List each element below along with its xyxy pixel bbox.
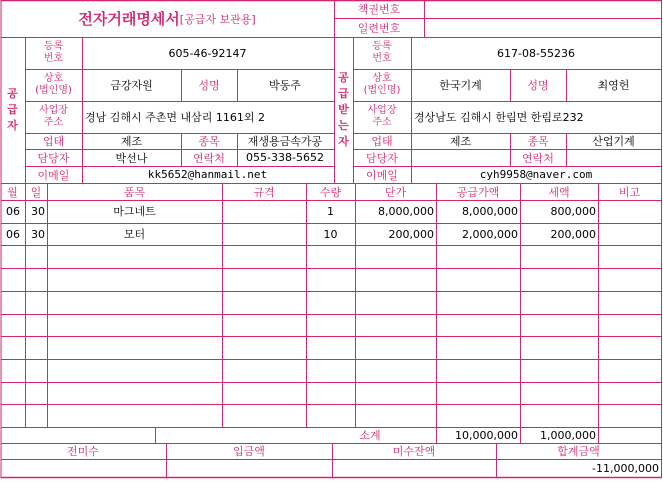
buyer-side-label: 공 급 받 는 자 [338, 71, 349, 148]
cell-supply-amount [436, 291, 520, 314]
document-subtitle: [공급자 보관용] [179, 12, 256, 26]
cell-item [47, 245, 222, 268]
cell-day: 30 [31, 204, 45, 218]
cell-unit-price [355, 314, 436, 337]
cell-spec [222, 359, 306, 382]
buyer-reg-no: 617-08-55236 [497, 46, 575, 60]
cell-note [598, 200, 661, 223]
header-item: 품목 [123, 185, 146, 199]
cell-supply-amount [436, 314, 520, 337]
supplier-biz-type: 제조 [120, 135, 143, 148]
buyer-name: 한국기계 [439, 79, 482, 92]
buyer-ceo-label: 성명 [527, 79, 549, 92]
cell-tax [520, 382, 598, 405]
cell-unit-price [355, 268, 436, 291]
book-no-value [424, 0, 661, 18]
cell-month [0, 314, 25, 337]
outstanding-label: 미수잔액 [392, 445, 436, 458]
cell-note [598, 382, 661, 405]
supplier-biz-item-label: 종목 [198, 135, 220, 148]
header-month: 월 [7, 185, 18, 199]
header-qty: 수량 [319, 185, 342, 199]
cell-day [25, 268, 47, 291]
cell-unit-price [355, 359, 436, 382]
cell-unit-price [355, 291, 436, 314]
cell-tax: 800,000 [550, 204, 596, 218]
buyer-biz-type: 제조 [449, 135, 472, 148]
cell-item: 마그네트 [113, 205, 156, 219]
subtotal-supply: 10,000,000 [455, 428, 518, 442]
cell-note [598, 223, 661, 246]
cell-day [25, 382, 47, 405]
cell-tax: 200,000 [550, 227, 596, 241]
cell-spec [222, 268, 306, 291]
cell-qty [306, 245, 355, 268]
cell-qty: 10 [323, 227, 338, 241]
document-title: 전자거래명세서 [78, 10, 180, 28]
supplier-contact: 055-338-5652 [246, 151, 324, 164]
cell-supply-amount [436, 268, 520, 291]
cell-item [47, 336, 222, 359]
cell-month: 06 [6, 204, 20, 218]
book-no-label: 책권번호 [357, 3, 401, 16]
cell-item [47, 382, 222, 405]
buyer-address: 경상남도 김해시 한림면 한림로232 [414, 111, 584, 124]
header-supply-amount: 공급가액 [456, 185, 500, 199]
cell-supply-amount: 2,000,000 [462, 227, 518, 241]
outstanding-value [332, 459, 496, 477]
cell-qty [306, 291, 355, 314]
cell-month [0, 245, 25, 268]
cell-unit-price [355, 245, 436, 268]
cell-qty [306, 314, 355, 337]
buyer-email-label: 이메일 [366, 168, 398, 182]
cell-day [25, 245, 47, 268]
cell-note [598, 336, 661, 359]
cell-unit-price [355, 382, 436, 405]
cell-spec [222, 223, 306, 246]
buyer-biz-item-label: 종목 [527, 135, 549, 148]
cell-supply-amount [436, 245, 520, 268]
supplier-email: kk5652@hanmail.net [147, 168, 268, 181]
subtotal-label: 소계 [359, 429, 381, 442]
buyer-reg-no-label: 등록 번호 [372, 41, 392, 64]
total-label: 합계금액 [557, 445, 600, 458]
supplier-name-label: 상호 (법인명) [35, 73, 72, 96]
supplier-name: 금강자원 [110, 79, 153, 92]
supplier-manager-label: 담당자 [37, 151, 70, 165]
buyer-address-label: 사업장 주소 [367, 105, 397, 128]
cell-qty [306, 382, 355, 405]
header-unit-price: 단가 [384, 185, 407, 199]
cell-spec [222, 314, 306, 337]
cell-month [0, 382, 25, 405]
cell-supply-amount [436, 404, 520, 427]
cell-unit-price: 8,000,000 [378, 204, 434, 218]
cell-supply-amount: 8,000,000 [462, 204, 518, 218]
supplier-email-label: 이메일 [37, 168, 70, 182]
cell-supply-amount [436, 359, 520, 382]
cell-item: 모터 [123, 228, 146, 242]
cell-day [25, 336, 47, 359]
cell-day [25, 359, 47, 382]
cell-tax [520, 291, 598, 314]
cell-tax [520, 404, 598, 427]
cell-spec [222, 291, 306, 314]
cell-spec [222, 245, 306, 268]
supplier-contact-label: 연락처 [193, 151, 225, 165]
serial-no-value [424, 18, 661, 37]
header-tax: 세액 [548, 185, 570, 199]
cell-month [0, 404, 25, 427]
cell-month [0, 291, 25, 314]
cell-tax [520, 336, 598, 359]
supplier-address: 경남 김해시 주촌면 내삼리 1161외 2 [85, 111, 265, 124]
buyer-manager-label: 담당자 [366, 151, 398, 165]
received-value [166, 459, 332, 477]
cell-spec [222, 404, 306, 427]
supplier-biz-item: 재생용금속가공 [247, 135, 323, 148]
cell-item [47, 268, 222, 291]
cell-supply-amount [436, 382, 520, 405]
cell-qty: 1 [327, 204, 334, 218]
subtotal-tax: 1,000,000 [540, 428, 596, 442]
cell-note [598, 359, 661, 382]
cell-note [598, 268, 661, 291]
cell-spec [222, 336, 306, 359]
cell-month: 06 [6, 227, 20, 241]
cell-qty [306, 268, 355, 291]
cell-month [0, 359, 25, 382]
cell-note [598, 245, 661, 268]
cell-item [47, 404, 222, 427]
cell-day [25, 404, 47, 427]
buyer-manager [411, 149, 510, 166]
header-spec: 규격 [253, 185, 275, 199]
document-title-area [0, 0, 334, 37]
cell-qty [306, 359, 355, 382]
cell-month [0, 336, 25, 359]
cell-unit-price [355, 336, 436, 359]
supplier-side-label: 공 급 자 [7, 87, 18, 132]
buyer-contact-label: 연락처 [522, 151, 554, 165]
buyer-biz-type-label: 업태 [371, 135, 393, 148]
header-note: 비고 [618, 185, 641, 199]
cell-supply-amount [436, 336, 520, 359]
cell-spec [222, 382, 306, 405]
cell-tax [520, 268, 598, 291]
supplier-ceo: 박동주 [269, 79, 301, 92]
serial-no-label: 일련번호 [357, 21, 401, 35]
cell-day: 30 [31, 227, 45, 241]
supplier-ceo-label: 성명 [198, 79, 220, 92]
buyer-biz-item: 산업기계 [592, 135, 635, 148]
cell-qty [306, 336, 355, 359]
cell-month [0, 268, 25, 291]
received-label: 입금액 [233, 445, 265, 458]
cell-day [25, 314, 47, 337]
cell-day [25, 291, 47, 314]
cell-item [47, 314, 222, 337]
buyer-name-label: 상호 (법인명) [363, 73, 401, 96]
cell-item [47, 359, 222, 382]
supplier-reg-no: 605-46-92147 [168, 46, 247, 60]
cell-item [47, 291, 222, 314]
cell-note [598, 314, 661, 337]
buyer-ceo: 최영헌 [597, 79, 630, 92]
buyer-email: cyh9958@naver.com [479, 168, 593, 181]
cell-unit-price [355, 404, 436, 427]
cell-spec [222, 200, 306, 223]
header-day: 일 [30, 185, 42, 199]
cell-unit-price: 200,000 [388, 227, 434, 241]
prev-balance-value [0, 459, 166, 477]
cell-note [598, 291, 661, 314]
supplier-reg-no-label: 등록 번호 [43, 41, 64, 64]
supplier-biz-type-label: 업태 [42, 135, 65, 148]
cell-tax [520, 314, 598, 337]
buyer-contact [566, 149, 661, 166]
prev-balance-label: 전미수 [67, 445, 99, 458]
cell-qty [306, 404, 355, 427]
cell-note [598, 404, 661, 427]
total-value: -11,000,000 [592, 461, 659, 475]
cell-tax [520, 245, 598, 268]
supplier-manager: 박선나 [115, 151, 148, 165]
cell-tax [520, 359, 598, 382]
supplier-address-label: 사업장 주소 [39, 105, 68, 128]
